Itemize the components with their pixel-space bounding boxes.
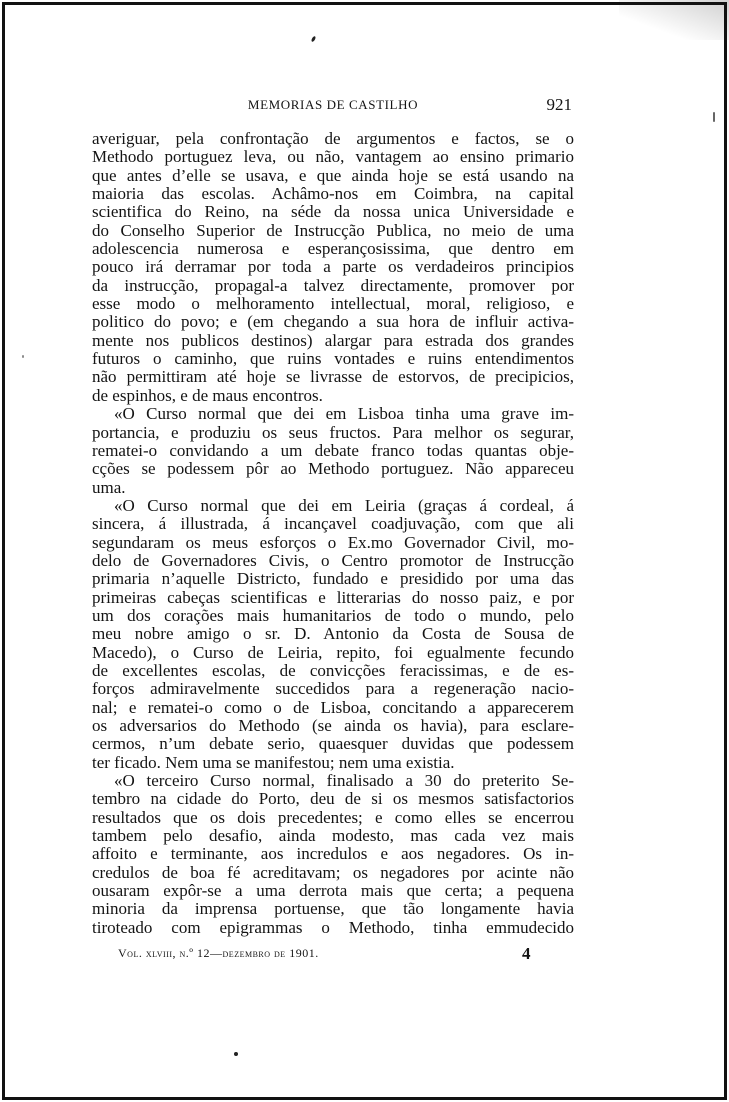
- text-line: delo de Governadores Civis, o Centro promotor de Instrucção: [92, 550, 574, 570]
- running-header: [92, 95, 574, 117]
- ink-speck: [713, 112, 715, 122]
- page-number: 921: [546, 95, 572, 114]
- text-line: meu nobre amigo o sr. D. Antonio da Costa de Sousa de: [92, 624, 574, 644]
- text-line: nal; e rematei-o como o de Lisboa, concitando a apparecerem: [92, 697, 574, 717]
- text-line: tambem pelo desafio, ainda modesto, mas cada vez mais: [92, 826, 574, 846]
- text-line: adolescencia numerosa e esperançosissima, que dentro em: [92, 239, 574, 259]
- text-line: minoria da imprensa portuense, que tão longamente havia: [92, 899, 574, 919]
- text-line: affoito e terminante, aos incredulos e aos negadores. Os in-: [92, 844, 574, 864]
- text-line: forços admiravelmente succedidos para a regeneração nacio-: [92, 679, 574, 699]
- text-line: cções se podessem pôr ao Methodo portuguez. Não appareceu: [92, 459, 574, 479]
- paragraph-end-line: uma.: [92, 477, 126, 497]
- text-line: do Conselho Superior de Instrucção Publica, no meio de uma: [92, 220, 574, 240]
- text-line: segundaram os meus esforços o Ex.mo Governador Civil, mo-: [92, 532, 574, 552]
- paragraph-start-line: «O terceiro Curso normal, finalisado a 30 do preterito Se-: [114, 771, 574, 791]
- footer: [118, 944, 548, 966]
- paragraph-start-line: «O Curso normal que dei em Leiria (graças á cordeal, á: [114, 495, 574, 515]
- text-line: rematei-o convidando a um debate franco todas quantas obje-: [92, 440, 574, 460]
- text-line: primeiras cabeças scientificas e litterarias do nosso paiz, e por: [92, 587, 574, 607]
- text-line: pouco irá derramar por toda a parte os verdadeiros principios: [92, 257, 574, 277]
- text-line: cermos, n’um debate serio, quaesquer duvidas que podessem: [92, 734, 574, 754]
- text-line: um dos corações mais humanitarios de todo o mundo, pelo: [92, 605, 574, 625]
- volume-line: Vol. xlviii, n.º 12—dezembro de 1901.: [118, 946, 319, 960]
- paragraph-end-line: de espinhos, e de maus encontros.: [92, 385, 323, 405]
- text-line: de excellentes escolas, de convicções feracissimas, e de es-: [92, 660, 574, 680]
- text-line: mente nos publicos destinos) alargar para estrada dos grandes: [92, 330, 574, 350]
- text-line: maioria das escolas. Achâmo-nos em Coimbra, na capital: [92, 184, 574, 204]
- paragraph-end-line: ter ficado. Nem uma se manifestou; nem uma existia.: [92, 752, 455, 772]
- text-line: Methodo portuguez leva, ou não, vantagem ao ensino primario: [92, 147, 574, 167]
- text-line: tiroteado com epigrammas o Methodo, tinha emmudecido: [92, 917, 574, 937]
- signature-mark: 4: [522, 944, 531, 963]
- text-line: averiguar, pela confrontação de argumentos e factos, se o: [92, 129, 574, 148]
- ink-speck: [234, 1052, 238, 1056]
- text-line: resultados que os dois precedentes; e como elles se encerrou: [92, 807, 574, 827]
- text-line: Macedo), o Curso de Leiria, repito, foi egualmente fecundo: [92, 642, 574, 662]
- text-line: tembro na cidade do Porto, deu de si os mesmos satisfactorios: [92, 789, 574, 809]
- text-line: ousaram expôr-se a uma derrota mais que certa; a pequena: [92, 881, 574, 901]
- paragraph-start-line: «O Curso normal que dei em Lisboa tinha uma grave im-: [114, 404, 574, 424]
- text-line: primaria n’aquelle Districto, fundado e presidido por uma das: [92, 569, 574, 589]
- text-line: scientifica do Reino, na séde da nossa unica Universidade e: [92, 202, 574, 222]
- text-line: portancia, e produziu os seus fructos. Para melhor os segurar,: [92, 422, 574, 442]
- text-line: politico do povo; e (em chegando a sua hora de influir activa-: [92, 312, 574, 332]
- text-line: futuros o caminho, que ruins vontades e ruins entendimentos: [92, 349, 574, 369]
- text-line: esse modo o melhoramento intellectual, moral, religioso, e: [92, 294, 574, 314]
- text-line: não permittiram até hoje se livrasse de estorvos, de precipicios,: [92, 367, 574, 387]
- text-line: que antes d’elle se usava, e que ainda hoje se está usando na: [92, 165, 574, 185]
- body-text: [92, 130, 574, 937]
- text-line: da instrucção, propagal-a talvez directamente, promover por: [92, 275, 574, 295]
- text-line: sincera, á illustrada, á incançavel coadjuvação, com que ali: [92, 514, 574, 534]
- ink-speck: [22, 355, 24, 358]
- header-title: MEMORIAS DE CASTILHO: [247, 97, 419, 112]
- text-line: os adversarios do Methodo (se ainda os havia), para esclare-: [92, 716, 574, 735]
- text-line: credulos de boa fé acreditavam; os negadores por acinte não: [92, 862, 574, 882]
